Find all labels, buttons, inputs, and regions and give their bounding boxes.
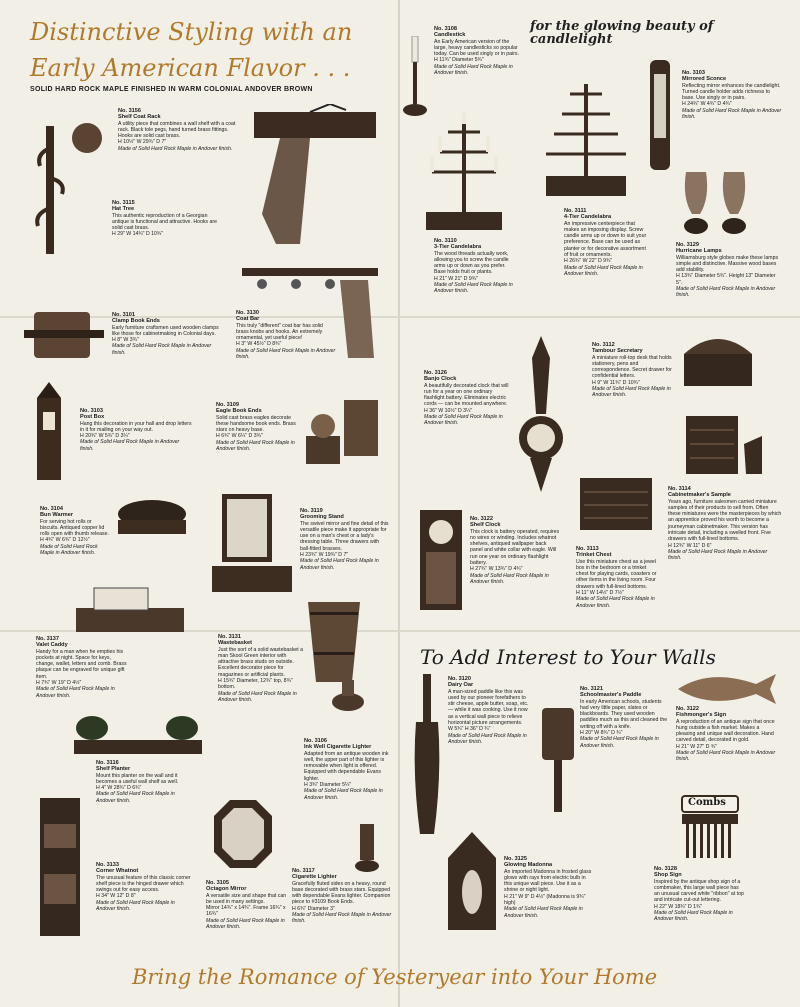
product-finish: Made of Solid Hard Rock Maple in Andover finish.: [218, 690, 297, 703]
product-name: Hurricane Lamps: [676, 248, 722, 255]
product-finish: Made of Solid Hard Rock Maple in Andover finish.: [80, 439, 180, 452]
glowing-madonna-image: [446, 830, 498, 934]
product-description: An Early American version of the large, heavy candlesticks so popular today. Can be used singly or in pairs.: [434, 38, 519, 58]
product-name: Shelf Clock: [470, 522, 501, 529]
product-3114: [668, 486, 782, 562]
product-number: No. 3116: [96, 760, 119, 766]
product-3129: [676, 242, 780, 299]
product-description: An imported Madonna in frosted glass glows with rays from electric bulb in this unique wall piece. Use it as a shrine or night light.: [504, 868, 592, 894]
bun-warmer-image: [110, 494, 194, 540]
hat-tree-image: [32, 118, 104, 258]
product-name: Coat Bar: [236, 316, 260, 323]
product-dimensions: H 21" W 9" D 4½" (Madonna is 9¾" high): [504, 893, 586, 907]
product-dimensions: H 23¾" W 19¾" D 7": [300, 552, 349, 559]
product-finish: Made of Solid Hard Rock Maple in Andover finish.: [504, 906, 583, 919]
product-3110: [434, 238, 516, 295]
product-number: No. 3109: [216, 402, 240, 408]
product-dimensions: H 21" W 21" D 9¾": [434, 275, 478, 282]
product-number: No. 3105: [206, 880, 230, 886]
product-finish: Made of Solid Hard Rock Maple in Andover finish.: [96, 899, 175, 913]
product-dimensions: H 12¾" W 11" D 6": [668, 542, 712, 549]
product-dimensions: W 5¾" H 36" D ¾": [448, 726, 491, 733]
product-number: No. 3156: [118, 108, 142, 114]
product-finish: Made of Solid Hard Rock Maple in Andover finish.: [40, 543, 98, 557]
product-number: No. 3112: [592, 342, 615, 348]
product-name: Valet Caddy: [36, 642, 68, 649]
product-dimensions: H 21" W 27" D ¾": [676, 743, 717, 750]
product-description: Solid cast brass eagles decorate these handsome book ends. Brass stars on heavy base.: [216, 414, 296, 434]
product-3130: [236, 310, 336, 360]
product-description: Mount this planter on the wall and it becomes a useful wall shelf as well.: [96, 772, 179, 785]
product-3133: [96, 862, 194, 912]
product-3126: [424, 370, 510, 427]
product-finish: Made of Solid Hard Rock Maple in Andover finish.: [216, 439, 295, 453]
product-dimensions: H 13¾" Diameter 5¾". Height 13" Diameter 5".: [676, 273, 776, 286]
headline-line-1: Distinctive Styling with an: [30, 18, 353, 46]
shelf-coat-rack-image: [250, 104, 380, 254]
product-3122-sign: [676, 706, 780, 763]
product-name: Fishmonger's Sign: [676, 712, 727, 719]
product-name: Eagle Book Ends: [216, 408, 262, 415]
product-finish: Made of Solid Hard Rock Maple in Andover finish.: [434, 63, 513, 77]
product-number: No. 3106: [304, 738, 328, 744]
product-finish: Made of Solid Hard Rock Maple in Andover finish.: [676, 750, 776, 763]
product-name: Clamp Book Ends: [112, 318, 160, 325]
product-dimensions: H 10½" W 29¾" D 7": [118, 139, 167, 146]
product-3121: [580, 686, 668, 749]
product-name: Mirrored Sconce: [682, 76, 727, 83]
product-finish: Made of Solid Hard Rock Maple in Andover finish.: [300, 558, 379, 571]
product-dimensions: H 11¾" Diameter 5¾": [434, 57, 484, 64]
product-3128: [654, 866, 744, 923]
product-description: Hang this decoration in your hall and drop letters in it for mailing on your way out.: [80, 420, 192, 433]
product-3119: [300, 508, 390, 571]
product-3116: [96, 760, 186, 804]
product-description: The unusual feature of this classic corner shelf piece is the hinged drawer which swings out for easy access.: [96, 874, 191, 894]
product-3120: [448, 676, 534, 745]
grooming-stand-image: [210, 492, 294, 596]
product-description: Handy for a man when he empties his pockets at night. Space for keys, change, wallet, letters and comb. Brass plaque can be engraved for unique gift item.: [36, 648, 127, 680]
product-number: No. 3110: [434, 238, 457, 244]
product-description: Reflecting mirror enhances the candlelight. Turned candle holder adds richness to base. Use singly or in pairs.: [682, 82, 781, 102]
product-description: Use this miniature chest as a jewel box in the bedroom or a trinket chest for playing cards, coasters or other items in the living room. Four drawers with full-lined bottoms.: [576, 558, 657, 590]
product-description: Early furniture craftsmen used wooden clamps like those for cabinetmaking in Colonial days.: [112, 324, 219, 337]
product-3125: [504, 856, 594, 919]
product-name: Hat Tree: [112, 206, 135, 213]
product-description: This authentic reproduction of a Georgian antique is functional and attractive. Hooks are solid cast brass.: [112, 212, 217, 232]
product-finish: Made of Solid Hard Rock Maple in Andover finish.: [576, 596, 655, 609]
product-finish: Made of Solid Hard Rock Maple in Andover finish.: [96, 791, 175, 804]
product-number: No. 3131: [218, 634, 242, 640]
product-name: Candlestick: [434, 32, 466, 39]
product-description: This truly "different" coat bar has solid brass knobs and hooks. An extremely ornamental, yet useful piece!: [236, 322, 323, 342]
product-finish: Made of Solid Hard Rock Maple in Andover finish.: [668, 548, 768, 562]
product-dimensions: H 27¾" W 13¾" D 4¾": [470, 566, 523, 573]
post-box-image: [34, 382, 64, 494]
product-dimensions: H 11" W 14½" D 7½": [576, 590, 624, 597]
product-dimensions: H 9" W 11¾" D 10¾": [592, 379, 640, 386]
hurricane-lamps-image: [680, 168, 752, 238]
dairy-oar-image: [412, 674, 442, 838]
product-finish: Made of Solid Hard Rock Maple in Andover finish.: [470, 572, 549, 585]
product-dimensions: H 29" W 14¾" D 10¾": [112, 231, 164, 238]
product-3106: [304, 738, 392, 801]
product-description: A versatile size and shape that can be used in many settings.: [206, 892, 287, 905]
product-3108: [434, 26, 520, 76]
product-dimensions: H 7¾" W 19" D 4½": [36, 680, 82, 687]
product-description: A miniature roll-top desk that holds stationery, pens and correspondence. Secret drawer for confidential letters.: [592, 354, 672, 380]
headline-line-2: Early American Flavor . . .: [30, 54, 351, 82]
product-description: The swivel mirror and fine detail of this versatile piece make it appropriate for use on a man's chest or a lady's dressing table. Three drawers with ball-fitted brasses.: [300, 520, 389, 552]
product-finish: Made of Solid Hard Rock Maple in Andover finish.: [236, 347, 336, 361]
product-name: Schoolmaster's Paddle: [580, 692, 642, 699]
product-number: No. 3104: [40, 506, 64, 512]
product-description: Just the sort of a solid wastebasket a man Skool Green interior with attractive brass studs on outside. Excellent decorator piece for magazines or artificial plants.: [218, 646, 304, 678]
product-name: Grooming Stand: [300, 514, 344, 521]
product-name: Corner Whatnot: [96, 868, 139, 875]
banjo-clock-image: [516, 334, 566, 494]
ink-well-lighter-image: [330, 676, 366, 712]
product-description: This clock is battery operated, requires no wires or winding. Includes whatnot shelves, antiqued wallpaper back panel and white collar with eagle. Will run one year on ordinary flashlight battery.: [470, 528, 560, 567]
eagle-book-ends-image: [304, 380, 382, 466]
four-tier-candelabra-image: [540, 70, 632, 200]
product-name: 3-Tier Candelabra: [434, 244, 482, 251]
product-3131: [218, 634, 308, 703]
product-3103-postbox: [80, 408, 192, 452]
product-name: Cabinetmaker's Sample: [668, 492, 731, 499]
product-name: Trinket Chest: [576, 552, 612, 559]
product-name: Shelf Coat Rack: [118, 114, 161, 121]
product-number: No. 3129: [676, 242, 700, 248]
product-finish: Made of Solid Hard Rock Maple in Andover finish.: [448, 732, 527, 745]
product-finish: Made of Solid Hard Rock Maple in Andover finish.: [564, 264, 643, 277]
product-3112: [592, 342, 676, 399]
octagon-mirror-image: [212, 798, 274, 870]
product-dimensions: H 4" W 28¾" D 6¾": [96, 785, 142, 792]
tambour-secretary-image: [680, 330, 756, 390]
product-description: Years ago, furniture salesmen carried miniature samples of their products to sell from. Often these miniatures were the masterpieces by which an apprentice proved his worth to become a journeyman cabinetmaker. This version has intricate detail, including a swelled front. Five drawers with full-lined bottoms.: [668, 498, 782, 543]
product-number: No. 3117: [292, 868, 315, 874]
product-finish: Made of Solid Hard Rock Maple in Andover finish.: [676, 286, 776, 299]
product-finish: Made of Solid Hard Rock Maple in Andover finish.: [304, 788, 383, 801]
subheadline: SOLID HARD ROCK MAPLE FINISHED IN WARM COLONIAL ANDOVER BROWN: [30, 86, 313, 93]
product-number: No. 3103: [682, 70, 706, 76]
product-finish: Made of Solid Hard Rock Maple in Andover finish.: [36, 686, 115, 699]
product-3103-sconce: [682, 70, 782, 120]
product-3113: [576, 546, 658, 609]
product-dimensions: H 36" W 10½" D 3¼": [424, 407, 473, 414]
product-number: No. 3128: [654, 866, 678, 872]
product-name: Cigarette Lighter: [292, 874, 337, 881]
shelf-planter-image: [72, 712, 204, 760]
product-dimensions: H 26¾" W 22" D 9¾": [564, 258, 613, 265]
product-description: Adapted from an antique wooden ink well, the upper part of this lighter is removable when light is offered. Equipped with dependable Evans lighter.: [304, 750, 389, 782]
product-dimensions: H 15¾" Diameter, 12¾" top, 8¾" bottom.: [218, 678, 293, 691]
product-finish: Made of Solid Hard Rock Maple in Andover finish.: [206, 917, 285, 931]
product-name: Tambour Secretary: [592, 348, 643, 355]
product-name: Wastebasket: [218, 640, 252, 647]
product-description: The wood threads actually work, allowing you to screw the candle arms up or down as you prefer. Base holds fruit or plants.: [434, 250, 509, 276]
product-dimensions: H 24¾" W 4¾" D 4¾": [682, 101, 732, 108]
product-description: A beautifully decorated clock that will run for a year on one ordinary flashlight battery. Eliminates electric cords — can be mounted anywhere.: [424, 382, 509, 408]
product-3105: [206, 880, 288, 930]
product-number: No. 3122: [676, 706, 700, 712]
product-number: No. 3114: [668, 486, 691, 492]
valet-caddy-image: [74, 578, 186, 636]
product-name: Dairy Oar: [448, 682, 474, 689]
product-number: No. 3103: [80, 408, 104, 414]
product-name: Bun Warmer: [40, 512, 74, 519]
product-finish: Made of Solid Hard Rock Maple in Andover finish.: [434, 282, 513, 295]
product-number: No. 3130: [236, 310, 260, 316]
product-3111: [564, 208, 650, 277]
product-number: No. 3120: [448, 676, 472, 682]
candle-heading: for the glowing beauty of candlelight: [530, 19, 714, 47]
product-description: An impressive centerpiece that makes an imposing display. Screw candle arms up or down to suit your preference. Base can be used as planter or for decorative assortment of fruit or ornaments.: [564, 220, 647, 259]
product-dimensions: H 20¾" W 5¾" D 3¼": [80, 433, 130, 440]
cabinetmakers-sample-image: [684, 410, 764, 478]
product-description: For serving hot rolls or biscuits. Antiqued copper lid rolls open with thumb release.: [40, 518, 109, 538]
product-3137: [36, 636, 130, 699]
product-dimensions: H 8" W 3¾": [112, 337, 139, 344]
product-description: In early American schools, students had very little paper, slates or blackboards. They used wooden paddles much as this and cleaned the writing off with a knife.: [580, 698, 668, 730]
cigarette-lighter-image: [354, 820, 380, 874]
product-finish: Made of Solid Hard Rock Maple in Andover finish.: [112, 343, 212, 356]
product-dimensions: H 3" W 45½" D 8¾": [236, 341, 282, 348]
product-3117: [292, 868, 392, 925]
product-description: A reproduction of an antique sign that once hung outside a fish market. Makes a pleasing and unique wall decoration. Hand carved detail, decorated in gold.: [676, 718, 775, 744]
product-3156: [118, 108, 236, 152]
product-finish: Made of Solid Hard Rock Maple in Andover finish.: [424, 414, 503, 427]
three-tier-candelabra-image: [418, 112, 510, 236]
product-number: No. 3122: [470, 516, 494, 522]
product-name: Banjo Clock: [424, 376, 457, 383]
trinket-chest-image: [576, 474, 656, 538]
product-number: No. 3119: [300, 508, 323, 514]
shelf-clock-image: [416, 504, 466, 614]
product-3115: [112, 200, 220, 238]
product-name: 4-Tier Candelabra: [564, 214, 612, 221]
fishmongers-sign-image: [674, 672, 780, 706]
product-description: A utility piece that combines a wall shelf with a coat rack. Black tole pegs, hand turned brass fittings. Hooks are solid cast brass.: [118, 120, 236, 140]
corner-whatnot-image: [30, 794, 90, 940]
walls-heading: To Add Interest to Your Walls: [420, 645, 716, 669]
product-number: No. 3113: [576, 546, 599, 552]
product-description: Inspired by the antique shop sign of a combmaker, this large wall piece has an unusual carved white "ribbon" at top and intricate cut-out lettering.: [654, 878, 744, 904]
bottom-slogan: Bring the Romance of Yesteryear into Your Home: [132, 965, 658, 989]
schoolmasters-paddle-image: [540, 706, 576, 816]
product-name: Ink Well Cigarette Lighter: [304, 744, 372, 751]
product-finish: Made of Solid Hard Rock Maple in Andover finish.: [654, 910, 733, 923]
product-dimensions: H 6¾" Diameter 3": [292, 905, 335, 912]
product-number: No. 3125: [504, 856, 528, 862]
product-finish: Made of Solid Hard Rock Maple in Andover finish.: [682, 107, 782, 121]
product-description: Williamsburg style globes make these lamps simple and distinctive. Massive wood bases add stability.: [676, 254, 779, 274]
product-finish: Made of Solid Hard Rock Maple in Andover finish.: [580, 736, 659, 749]
product-name: Glowing Madonna: [504, 862, 553, 869]
product-description: A man-sized paddle like this was used by our pioneer forefathers to stir cheese, apple butter, soap, etc. — while it was cooking. Use it now as a vertical wall piece to relieve horizontal picture arrangements.: [448, 688, 529, 727]
clamp-book-ends-image: [24, 306, 104, 362]
product-number: No. 3111: [564, 208, 587, 214]
candlestick-image: [402, 36, 428, 118]
wastebasket-image: [306, 596, 362, 686]
product-dimensions: H 3¾" Diameter 5¼": [304, 782, 352, 789]
product-number: No. 3101: [112, 312, 136, 318]
product-dimensions: H 6¾" W 6¼" D 3¾": [216, 433, 263, 440]
product-description: Gracefully fluted sides on a heavy, round base decorated with brass stars. Equipped with dependable Evans lighter. Companion piece to #3109 Book Ends.: [292, 880, 391, 906]
product-number: No. 3137: [36, 636, 60, 642]
fold-line-vertical: [398, 0, 400, 1007]
product-dimensions: H 20" W 8¾" D ¾": [580, 730, 623, 737]
product-finish: Made of Solid Hard Rock Maple in Andover finish.: [292, 912, 392, 925]
product-3101: [112, 312, 222, 356]
product-name: Octagon Mirror: [206, 886, 247, 893]
product-number: No. 3133: [96, 862, 120, 868]
product-number: No. 3115: [112, 200, 135, 206]
product-dimensions: H 34" W 12" D 8": [96, 893, 136, 900]
product-3109: [216, 402, 302, 452]
product-dimensions: Mirror 14¾" x 14¾". Frame 16¾" x 16¾": [206, 905, 286, 918]
product-name: Shelf Planter: [96, 766, 131, 773]
product-name: Shop Sign: [654, 872, 682, 879]
mirrored-sconce-image: [646, 56, 674, 174]
product-name: Post Box: [80, 414, 105, 421]
product-dimensions: H 22" W 18¾" D 1¾": [654, 903, 703, 910]
product-3122-clock: [470, 516, 560, 585]
product-number: No. 3108: [434, 26, 458, 32]
shop-sign-lettering: Combs: [688, 797, 726, 808]
product-dimensions: H 4¾" W 6¾" D 12½": [40, 537, 90, 544]
product-finish: Made of Solid Hard Rock Maple in Andover finish.: [118, 145, 233, 152]
shop-sign-image: [680, 794, 740, 862]
product-finish: Made of Solid Hard Rock Maple in Andover finish.: [592, 386, 671, 399]
product-3104: [40, 506, 110, 556]
product-number: No. 3121: [580, 686, 604, 692]
product-number: No. 3126: [424, 370, 448, 376]
